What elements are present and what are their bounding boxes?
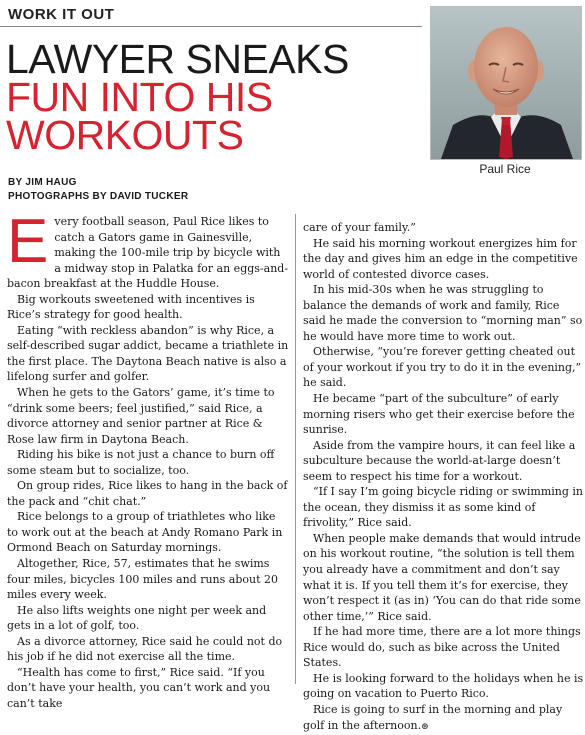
article-paragraph: He became “part of the subculture” of early morning risers who get their exercise before the sunrise. xyxy=(303,392,575,437)
article-paragraph: He is looking forward to the holidays when he is going on vacation to Puerto Rico. xyxy=(303,671,584,701)
headline xyxy=(6,36,426,158)
article-paragraph: When people make demands that would intrude on his workout routine, “the solution is tell them you already have a commitment and don’t say what it is. If you tell them it’s for exercise, they won’t respect it (as in) ‘You can do that ride some other time,’” Rice said. xyxy=(303,531,581,623)
article-final-paragraph xyxy=(303,702,585,735)
end-mark-icon: ⊛ xyxy=(421,721,429,732)
article-paragraph: Otherwise, “you’re forever getting cheated out of your workout if you try to do it in the evening,” he said. xyxy=(303,345,582,390)
kicker-rule xyxy=(0,26,422,27)
headline-line-2 xyxy=(6,74,426,120)
column-divider xyxy=(295,214,296,684)
article-paragraph: Big workouts sweetened with incentives is Rice’s strategy for good health. xyxy=(7,292,255,322)
article-paragraph: He said his morning workout energizes him for the day and gives him an edge in the competitive world of contested divorce cases. xyxy=(303,236,578,281)
article-paragraph: Aside from the vampire hours, it can feel like a subculture because the world-at-large doesn’t seem to respect his time for a workout. xyxy=(303,438,576,483)
headline-line-2-text: FUN INTO HIS xyxy=(6,74,273,120)
article-column-right xyxy=(303,220,585,735)
portrait-illustration xyxy=(431,7,581,159)
byline-photos: PHOTOGRAPHS BY DAVID TUCKER xyxy=(8,191,189,202)
headline-line-3: WORKOUTS xyxy=(6,112,244,158)
article-paragraph-continued: care of your family.” xyxy=(303,221,416,234)
final-text: Rice is going to surf in the morning and play golf in the afternoon. xyxy=(303,702,563,732)
drop-cap: E xyxy=(7,207,49,276)
article-paragraph: Riding his bike is not just a chance to burn off some steam but to socialize, too. xyxy=(7,448,275,477)
article-paragraph: As a divorce attorney, Rice said he could not do his job if he did not exercise all the time. xyxy=(7,634,283,664)
lead-text: very football season, Paul Rice likes to catch a Gators game in Gainesville, making the 100-mile trip by bicycle with a midway stop in Palatka for an eggs-and-bacon breakfast at the Huddle House. xyxy=(7,215,289,291)
article-paragraph: If he had more time, there are a lot more things Rice would do, such as bike across the United States. xyxy=(303,625,581,670)
article-paragraph: Eating “with reckless abandon” is why Rice, a self-described sugar addict, became a triathlete in the first place. The Daytona Beach native is also a lifelong surfer and golfer. xyxy=(7,323,289,384)
photo-caption: Paul Rice xyxy=(479,162,531,176)
byline-author: BY JIM HAUG xyxy=(8,177,77,188)
section-kicker: WORK IT OUT xyxy=(8,6,115,23)
article-paragraph: When he gets to the Gators’ game, it’s time to “drink some beers; feel justified,” said Rice, a divorce attorney and senior partner at Rice & Rose law firm in Daytona Beach. xyxy=(7,386,275,446)
article-paragraph: Rice belongs to a group of triathletes who like to work out at the beach at Andy Romano Park in Ormond Beach on Saturday mornings. xyxy=(7,510,283,555)
article-lead-paragraph xyxy=(7,207,289,292)
byline xyxy=(8,176,188,204)
article-column-left xyxy=(7,207,289,712)
article-paragraph: “If I say I’m going bicycle riding or swimming in the ocean, they dismiss it as some kind of frivolity,” Rice said. xyxy=(303,485,584,530)
article-paragraph: Altogether, Rice, 57, estimates that he swims four miles, bicycles 100 miles and runs about 20 miles every week. xyxy=(7,557,278,602)
article-paragraph: On group rides, Rice likes to hang in the back of the pack and “chit chat.” xyxy=(7,479,288,508)
article-paragraph: “Health has come to first,” Rice said. “If you don’t have your health, you can’t work and you can’t take xyxy=(7,665,271,710)
headline-line-1: LAWYER SNEAKS xyxy=(6,36,349,82)
article-paragraph: He also lifts weights one night per week and gets in a lot of golf, too. xyxy=(7,603,267,633)
article-paragraph: In his mid-30s when he was struggling to balance the demands of work and family, Rice said he made the conversion to “morning man” so he would have more time to work out. xyxy=(303,283,583,343)
portrait-photo xyxy=(430,6,582,160)
